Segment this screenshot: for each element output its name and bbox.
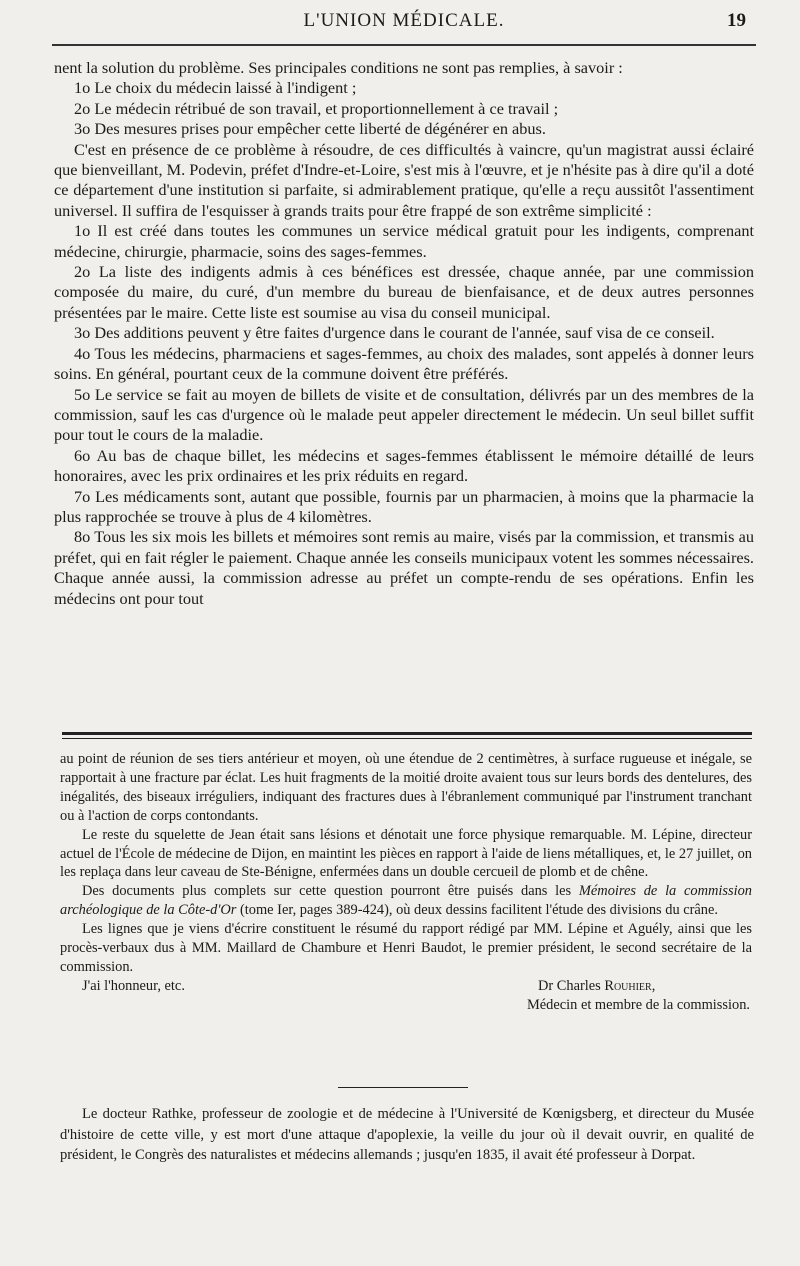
article-paragraph: 1o Il est créé dans toutes les communes un service médical gratuit pour les indigents, comprenant médecine, chirurgie, pharmacie, soins des sages-femmes.	[54, 221, 754, 261]
note-paragraph: Le reste du squelette de Jean était sans lésions et dénotait une force physique remarquable. M. Lépine, directeur actuel de l'École de médecine de Dijon, en maintint les pièces en rapport à l'aide de liens métalliques, et, le 27 juillet, on les replaça dans leur caveau de Ste-Bénigne, enfermées dans un double cercueil de plomb et de chêne.	[60, 826, 752, 881]
article-paragraph: 5o Le service se fait au moyen de billets de visite et de consultation, délivrés par un des membres de la commission, sauf les cas d'urgence où le malade peut appeler directement le médecin. Un seul billet suffit pour tout le cours de la maladie.	[54, 384, 754, 445]
news-item	[60, 1104, 754, 1166]
note-paragraph: au point de réunion de ses tiers antérieur et moyen, où une étendue de 2 centimètres, à surface rugueuse et inégale, se rapportait à une fracture par éclat. Les huit fragments de la moitié droite avaient tous sur leurs bords des dentelures, des inégalités, des biseaux irréguliers, indiquant des fractures dues à l'ébranlement communiqué par l'instrument tranchant ou à l'action de corps contondants.	[60, 751, 752, 824]
note-paragraph: Des documents plus complets sur cette question pourront être puisés dans les Mémoires de la commission archéologique de la Côte-d'Or (tome Ier, pages 389-424), où deux dessins facilitent l'étude des divisions du crâne.	[60, 883, 752, 919]
citation-title: Mémoires de la commission archéologique de la Côte-d'Or	[60, 883, 752, 919]
article-paragraph: 7o Les médicaments sont, autant que possible, fournis par un pharmacien, à moins que la pharmacie la plus rapprochée se trouve à plus de 4 kilomètres.	[54, 486, 754, 526]
note-paragraph: Les lignes que je viens d'écrire constituent le résumé du rapport rédigé par MM. Lépine et Aguély, ainsi que les procès-verbaux dus à MM. Maillard de Chambure et Henri Baudot, le premier président, le second secrétaire de la commission.	[60, 921, 752, 975]
article-paragraph: 2o Le médecin rétribué de son travail, et proportionnellement à ce travail ;	[74, 98, 559, 118]
signature-line	[60, 977, 752, 996]
page-number: 19	[727, 10, 746, 31]
news-paragraph: Le docteur Rathke, professeur de zoologie et de médecine à l'Université de Kœnigsberg, et directeur du Musée d'histoire de cette ville, y est mort d'une attaque d'apoplexie, la veille du jour où il devait ouvrir, en qualité de président, le Congrès des naturalistes et médecins allemands ; jusqu'en 1835, il avait été professeur à Dorpat.	[60, 1106, 754, 1163]
feuilleton	[60, 750, 752, 1015]
article-paragraph: 8o Tous les six mois les billets et mémoires sont remis au maire, visés par la commission, et transmis au préfet, qui en fait régler le paiement. Chaque année les conseils municipaux votent les sommes nécessaires. Chaque année aussi, la commission adresse au préfet un compte-rendu de ses opérations. Enfin les médecins ont pour tout	[54, 527, 754, 608]
page-header	[52, 10, 756, 40]
closing-formula: J'ai l'honneur, etc.	[82, 977, 185, 994]
main-article	[54, 58, 754, 609]
article-paragraph: nent la solution du problème. Ses principales conditions ne sont pas remplies, à savoir :	[54, 58, 623, 77]
section-divider	[338, 1087, 468, 1088]
signatory-title: Médecin et membre de la commission.	[527, 996, 750, 1013]
article-paragraph: 6o Au bas de chaque billet, les médecins et sages-femmes établissent le mémoire détaillé de leurs honoraires, avec les prix ordinaires et les prix réduits en regard.	[54, 445, 754, 486]
article-paragraph: 4o Tous les médecins, pharmaciens et sages-femmes, au choix des malades, sont appelés à donner leurs soins. En général, pourtant ceux de la commune doivent être préférés.	[54, 343, 754, 384]
article-paragraph: 2o La liste des indigents admis à ces bénéfices est dressée, chaque année, par une commission composée du maire, du curé, d'un membre du bureau de bienfaisance, et de deux autres personnes présentées par le maire. Cette liste est soumise au visa du conseil municipal.	[54, 262, 754, 322]
running-title: L'UNION MÉDICALE.	[303, 10, 505, 31]
article-paragraph: 3o Des additions peuvent y être faites d'urgence dans le courant de l'année, sauf visa de ce conseil.	[74, 323, 715, 343]
article-paragraph: 1o Le choix du médecin laissé à l'indigent ;	[74, 78, 357, 98]
signature: Dr Charles Rouhier,	[538, 977, 656, 994]
header-rule	[52, 44, 756, 46]
article-paragraph: C'est en présence de ce problème à résoudre, de ces difficultés à vaincre, qu'un magistrat aussi éclairé que bienveillant, M. Podevin, préfet d'Indre-et-Loire, s'est mis à l'œuvre, et je n'hésite pas à dire qu'il a doté ce département d'une institution si parfaite, si admirablement pratique, qu'elle a reçu aussitôt l'assentiment universel. Il suffira de l'esquisser à grands traits pour être frappé de son extrême simplicité :	[54, 139, 754, 220]
feuilleton-separator	[62, 732, 752, 739]
article-paragraph: 3o Des mesures prises pour empêcher cette liberté de dégénérer en abus.	[74, 119, 546, 139]
